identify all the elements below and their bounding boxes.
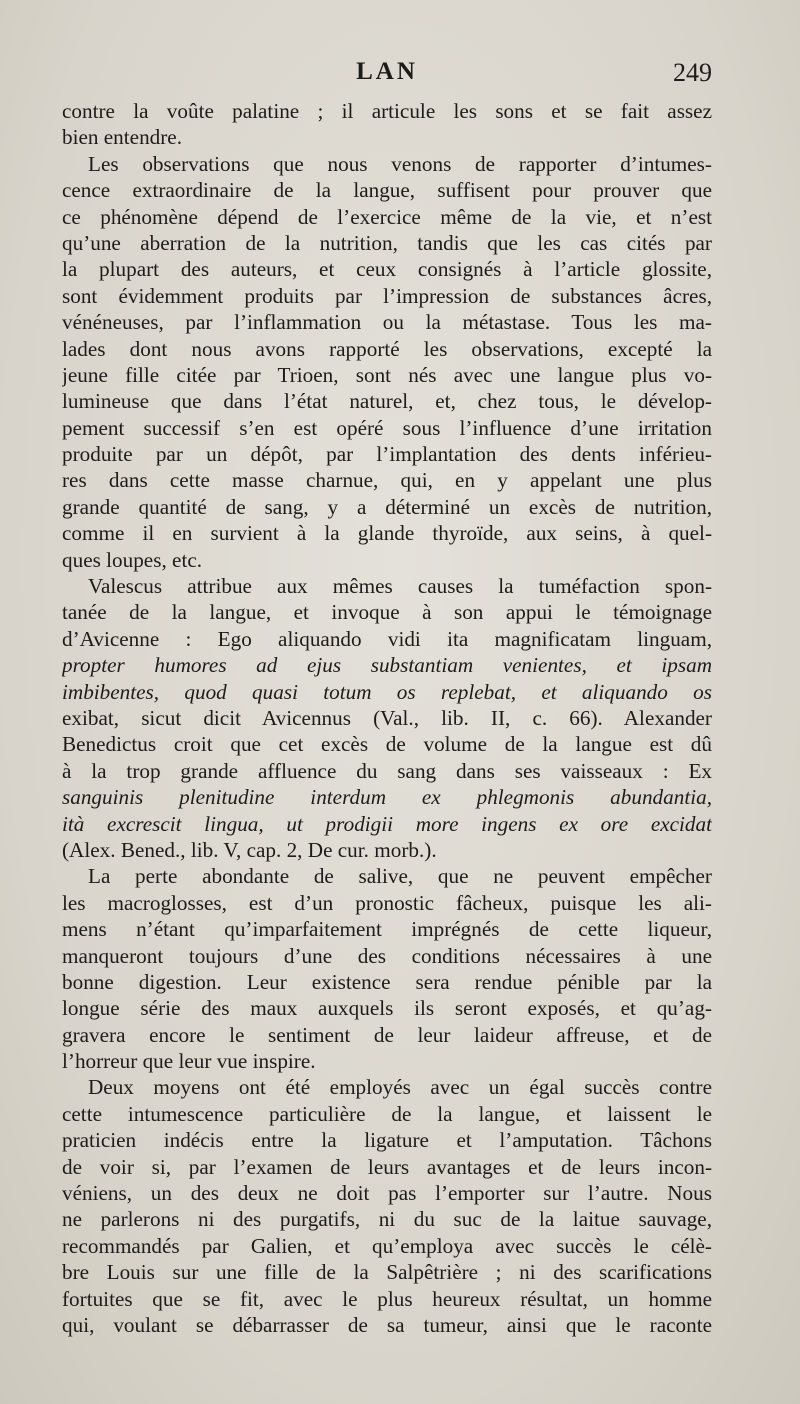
text-line: produite par un dépôt, par l’implantation des dents inférieu-	[62, 442, 712, 467]
text-line: pement successif s’en est opéré sous l’influence d’une irritation	[62, 415, 712, 440]
text-line: la plupart des auteurs, et ceux consignés à l’article glossite,	[62, 257, 712, 282]
text-line: Deux moyens ont été employés avec un égal succès contre	[88, 1075, 712, 1100]
text-line: fortuites que se fit, avec le plus heureux résultat, un homme	[62, 1286, 712, 1311]
text-line: mens n’étant qu’imparfaitement imprégnés de cette liqueur,	[62, 917, 712, 942]
running-head: LAN	[356, 58, 418, 85]
text-line: Benedictus croit que cet excès de volume de la langue est dû	[62, 732, 712, 757]
text-line: lades dont nous avons rapporté les observations, excepté la	[62, 336, 712, 361]
text-line: de voir si, par l’examen de leurs avantages et de leurs incon-	[62, 1154, 712, 1179]
text-line: imbibentes, quod quasi totum os replebat, et aliquando os	[62, 679, 712, 704]
text-line: cence extraordinaire de la langue, suffisent pour prouver que	[62, 178, 712, 203]
text-line: exibat, sicut dicit Avicennus (Val., lib. II, c. 66). Alexander	[62, 705, 712, 730]
text-line: praticien indécis entre la ligature et l’amputation. Tâchons	[62, 1128, 712, 1153]
page-header	[62, 58, 712, 98]
text-line: Les observations que nous venons de rapporter d’intumes-	[88, 151, 712, 176]
text-line: recommandés par Galien, et qu’employa avec succès le célè-	[62, 1233, 712, 1258]
text-line: sont évidemment produits par l’impression de substances âcres,	[62, 283, 712, 308]
text-line: La perte abondante de salive, que ne peuvent empêcher	[88, 864, 712, 889]
text-line: qui, voulant se débarrasser de sa tumeur, ainsi que le raconte	[62, 1312, 712, 1337]
text-line: cette intumescence particulière de la langue, et laissent le	[62, 1101, 712, 1126]
text-line: tanée de la langue, et invoque à son appui le témoignage	[62, 600, 712, 625]
text-line: gravera encore le sentiment de leur laideur affreuse, et de	[62, 1022, 712, 1047]
text-line: (Alex. Bened., lib. V, cap. 2, De cur. morb.).	[62, 837, 437, 862]
text-line: propter humores ad ejus substantiam venientes, et ipsam	[62, 653, 712, 678]
page-number: 249	[673, 58, 712, 87]
text-line: d’Avicenne : Ego aliquando vidi ita magnificatam linguam,	[62, 626, 712, 651]
text-line: manqueront toujours d’une des conditions nécessaires à une	[62, 943, 712, 968]
text-line: ques loupes, etc.	[62, 547, 203, 572]
text-line: bre Louis sur une fille de la Salpêtrière ; ni des scarifications	[62, 1260, 712, 1285]
text-line: l’horreur que leur vue inspire.	[62, 1049, 316, 1074]
text-line: longue série des maux auxquels ils seront exposés, et qu’ag-	[62, 996, 712, 1021]
text-line: ne parlerons ni des purgatifs, ni du suc de la laitue sauvage,	[62, 1207, 712, 1232]
text-line: grande quantité de sang, y a déterminé un excès de nutrition,	[62, 494, 712, 519]
text-line: vénéneuses, par l’inflammation ou la métastase. Tous les ma-	[62, 310, 712, 335]
text-line: jeune fille citée par Trioen, sont nés avec une langue plus vo-	[62, 362, 712, 387]
body-text	[62, 98, 712, 1338]
text-line: ce phénomène dépend de l’exercice même de la vie, et n’est	[62, 204, 712, 229]
text-line: bien entendre.	[62, 125, 183, 150]
text-line: comme il en survient à la glande thyroïde, aux seins, à quel-	[62, 521, 712, 546]
text-line: sanguinis plenitudine interdum ex phlegmonis abundantia,	[62, 785, 712, 810]
text-line: lumineuse que dans l’état naturel, et, chez tous, le dévelop-	[62, 389, 712, 414]
text-line: qu’une aberration de la nutrition, tandis que les cas cités par	[62, 230, 712, 255]
text-line: Valescus attribue aux mêmes causes la tuméfaction spon-	[88, 574, 712, 599]
text-line: res dans cette masse charnue, qui, en y appelant une plus	[62, 468, 712, 493]
text-line: à la trop grande affluence du sang dans ses vaisseaux : Ex	[62, 758, 712, 783]
text-line: ità excrescit lingua, ut prodigii more ingens ex ore excidat	[62, 811, 712, 836]
text-line: véniens, un des deux ne doit pas l’emporter sur l’autre. Nous	[62, 1181, 712, 1206]
text-line: contre la voûte palatine ; il articule les sons et se fait assez	[62, 99, 712, 123]
text-line: les macroglosses, est d’un pronostic fâcheux, puisque les ali-	[62, 890, 712, 915]
text-line: bonne digestion. Leur existence sera rendue pénible par la	[62, 969, 712, 994]
